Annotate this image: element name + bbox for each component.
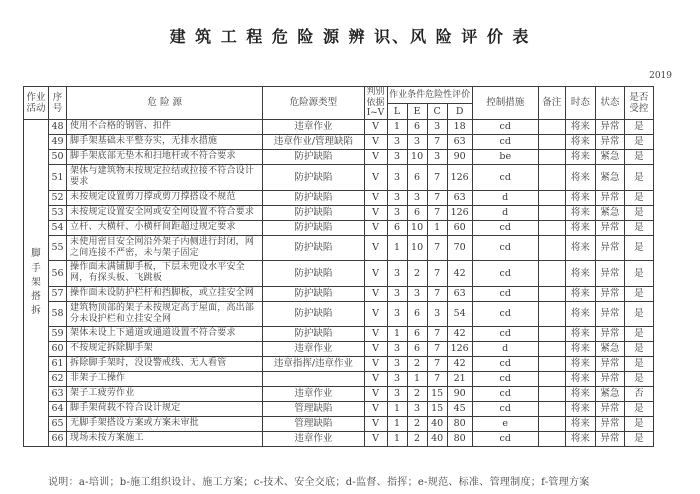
cell-hazard: 脚手架底部无垫木和扫地杆或不符合要求 bbox=[67, 150, 263, 165]
cell-control: d bbox=[472, 205, 538, 220]
cell-type: 防护缺陷 bbox=[263, 286, 364, 301]
cell-c: 7 bbox=[427, 357, 447, 372]
cell-basis: V bbox=[364, 120, 387, 135]
cell-hazard: 无脚手架搭设方案或方案未审批 bbox=[67, 417, 263, 432]
cell-controlled: 否 bbox=[624, 387, 653, 402]
cell-remark bbox=[538, 165, 565, 191]
cell-controlled: 是 bbox=[624, 235, 653, 261]
cell-controlled: 是 bbox=[624, 190, 653, 205]
cell-control: cd bbox=[472, 286, 538, 301]
cell-tense: 将来 bbox=[565, 432, 595, 447]
activity-label: 脚手架搭拆 bbox=[31, 248, 41, 317]
cell-control: cd bbox=[472, 135, 538, 150]
cell-type: 防护缺陷 bbox=[263, 165, 364, 191]
cell-type: 防护缺陷 bbox=[263, 205, 364, 220]
cell-hazard: 脚手架基础未平整夯实，无排水措施 bbox=[67, 135, 263, 150]
cell-hazard: 操作面未设防护栏杆和挡脚板，或立挂安全网 bbox=[67, 286, 263, 301]
cell-e: 3 bbox=[407, 190, 427, 205]
cell-seq: 53 bbox=[49, 205, 67, 220]
cell-basis: V bbox=[364, 286, 387, 301]
cell-state: 异常 bbox=[595, 301, 624, 327]
footnote: 说明：a-培训；b-施工组织设计、施工方案；c-技术、安全交底；d-监督、指挥；e-规范、标准、管理制度；f-管理方案 bbox=[48, 477, 590, 488]
cell-remark bbox=[538, 301, 565, 327]
cell-control: cd bbox=[472, 402, 538, 417]
cell-d: 80 bbox=[447, 417, 472, 432]
cell-remark bbox=[538, 327, 565, 342]
cell-type bbox=[263, 372, 364, 387]
cell-state: 异常 bbox=[595, 190, 624, 205]
cell-basis: V bbox=[364, 205, 387, 220]
cell-basis: V bbox=[364, 220, 387, 235]
cell-seq: 63 bbox=[49, 387, 67, 402]
cell-hazard: 现场未按方案施工 bbox=[67, 432, 263, 447]
cell-seq: 51 bbox=[49, 165, 67, 191]
cell-basis: V bbox=[364, 235, 387, 261]
table-row bbox=[24, 235, 654, 261]
cell-remark bbox=[538, 286, 565, 301]
cell-control: e bbox=[472, 417, 538, 432]
cell-l: 3 bbox=[387, 357, 407, 372]
cell-l: 1 bbox=[387, 327, 407, 342]
cell-basis: V bbox=[364, 327, 387, 342]
table-row bbox=[24, 165, 654, 191]
col-header-control: 控制措施 bbox=[472, 87, 538, 120]
cell-tense: 将来 bbox=[565, 261, 595, 287]
cell-seq: 56 bbox=[49, 261, 67, 287]
cell-basis: V bbox=[364, 190, 387, 205]
col-header-remark: 备注 bbox=[538, 87, 565, 120]
table-header bbox=[24, 87, 654, 120]
cell-seq: 58 bbox=[49, 301, 67, 327]
cell-controlled: 是 bbox=[624, 261, 653, 287]
cell-c: 7 bbox=[427, 261, 447, 287]
cell-e: 2 bbox=[407, 261, 427, 287]
table-row bbox=[24, 120, 654, 135]
cell-l: 3 bbox=[387, 135, 407, 150]
cell-state: 异常 bbox=[595, 357, 624, 372]
cell-tense: 将来 bbox=[565, 357, 595, 372]
cell-state: 异常 bbox=[595, 220, 624, 235]
cell-c: 3 bbox=[427, 301, 447, 327]
cell-tense: 将来 bbox=[565, 417, 595, 432]
cell-l: 1 bbox=[387, 432, 407, 447]
cell-e: 1 bbox=[407, 372, 427, 387]
cell-c: 7 bbox=[427, 342, 447, 357]
cell-c: 3 bbox=[427, 150, 447, 165]
col-header-c: C bbox=[427, 104, 447, 120]
cell-tense: 将来 bbox=[565, 150, 595, 165]
cell-l: 1 bbox=[387, 235, 407, 261]
table-row bbox=[24, 220, 654, 235]
cell-state: 紧急 bbox=[595, 205, 624, 220]
cell-control: cd bbox=[472, 301, 538, 327]
col-header-hazard: 危 险 源 bbox=[67, 87, 263, 120]
cell-c: 7 bbox=[427, 327, 447, 342]
cell-c: 3 bbox=[427, 120, 447, 135]
cell-e: 6 bbox=[407, 301, 427, 327]
cell-remark bbox=[538, 417, 565, 432]
cell-tense: 将来 bbox=[565, 372, 595, 387]
cell-d: 126 bbox=[447, 205, 472, 220]
cell-c: 7 bbox=[427, 135, 447, 150]
cell-basis: V bbox=[364, 135, 387, 150]
cell-l: 3 bbox=[387, 190, 407, 205]
cell-state: 紧急 bbox=[595, 387, 624, 402]
cell-tense: 将来 bbox=[565, 286, 595, 301]
cell-basis: V bbox=[364, 432, 387, 447]
cell-e: 6 bbox=[407, 120, 427, 135]
cell-state: 紧急 bbox=[595, 165, 624, 191]
cell-e: 3 bbox=[407, 402, 427, 417]
cell-basis: V bbox=[364, 261, 387, 287]
activity-cell bbox=[24, 120, 49, 447]
cell-seq: 62 bbox=[49, 372, 67, 387]
cell-l: 6 bbox=[387, 220, 407, 235]
cell-control: be bbox=[472, 150, 538, 165]
cell-c: 7 bbox=[427, 205, 447, 220]
cell-e: 6 bbox=[407, 327, 427, 342]
cell-e: 2 bbox=[407, 387, 427, 402]
table-row bbox=[24, 402, 654, 417]
cell-type: 防护缺陷 bbox=[263, 190, 364, 205]
cell-c: 40 bbox=[427, 432, 447, 447]
cell-control: cd bbox=[472, 372, 538, 387]
cell-l: 3 bbox=[387, 301, 407, 327]
cell-tense: 将来 bbox=[565, 402, 595, 417]
cell-controlled: 是 bbox=[624, 357, 653, 372]
table-row bbox=[24, 286, 654, 301]
cell-controlled: 是 bbox=[624, 301, 653, 327]
cell-basis: V bbox=[364, 150, 387, 165]
table-row bbox=[24, 342, 654, 357]
cell-remark bbox=[538, 220, 565, 235]
cell-type: 违章作业 bbox=[263, 120, 364, 135]
cell-hazard: 架子工疲劳作业 bbox=[67, 387, 263, 402]
document-page bbox=[0, 24, 700, 494]
cell-seq: 57 bbox=[49, 286, 67, 301]
cell-hazard: 未使用密目安全网沿外架子内侧进行封闭，网之间连接不严密，未与架子固定 bbox=[67, 235, 263, 261]
cell-l: 3 bbox=[387, 150, 407, 165]
cell-c: 1 bbox=[427, 220, 447, 235]
cell-controlled: 是 bbox=[624, 402, 653, 417]
cell-tense: 将来 bbox=[565, 387, 595, 402]
cell-tense: 将来 bbox=[565, 235, 595, 261]
cell-e: 3 bbox=[407, 135, 427, 150]
cell-remark bbox=[538, 135, 565, 150]
cell-type: 防护缺陷 bbox=[263, 150, 364, 165]
table-row bbox=[24, 261, 654, 287]
cell-remark bbox=[538, 190, 565, 205]
cell-d: 80 bbox=[447, 432, 472, 447]
cell-state: 异常 bbox=[595, 261, 624, 287]
cell-remark bbox=[538, 235, 565, 261]
cell-control: cd bbox=[472, 235, 538, 261]
table-row bbox=[24, 372, 654, 387]
cell-c: 7 bbox=[427, 190, 447, 205]
cell-c: 7 bbox=[427, 165, 447, 191]
cell-basis: V bbox=[364, 372, 387, 387]
cell-controlled: 是 bbox=[624, 165, 653, 191]
cell-remark bbox=[538, 205, 565, 220]
cell-remark bbox=[538, 150, 565, 165]
cell-e: 2 bbox=[407, 432, 427, 447]
cell-d: 42 bbox=[447, 327, 472, 342]
cell-d: 63 bbox=[447, 135, 472, 150]
cell-type: 违章作业 bbox=[263, 432, 364, 447]
cell-hazard: 未按规定设置剪刀撑或剪刀撑搭设不规范 bbox=[67, 190, 263, 205]
cell-state: 异常 bbox=[595, 135, 624, 150]
cell-c: 7 bbox=[427, 372, 447, 387]
cell-controlled: 是 bbox=[624, 286, 653, 301]
col-header-activity: 作业活动 bbox=[24, 87, 49, 120]
cell-e: 2 bbox=[407, 357, 427, 372]
cell-basis: V bbox=[364, 165, 387, 191]
table-row bbox=[24, 135, 654, 150]
table-row bbox=[24, 357, 654, 372]
cell-basis: V bbox=[364, 387, 387, 402]
cell-state: 异常 bbox=[595, 120, 624, 135]
cell-control: cd bbox=[472, 387, 538, 402]
cell-controlled: 是 bbox=[624, 150, 653, 165]
cell-l: 3 bbox=[387, 205, 407, 220]
cell-d: 90 bbox=[447, 387, 472, 402]
cell-l: 3 bbox=[387, 372, 407, 387]
col-header-basis: 判别依据I~V bbox=[364, 87, 387, 120]
table-row bbox=[24, 417, 654, 432]
cell-state: 异常 bbox=[595, 402, 624, 417]
cell-control: d bbox=[472, 190, 538, 205]
cell-hazard: 非架子工操作 bbox=[67, 372, 263, 387]
table-row bbox=[24, 150, 654, 165]
col-header-l: L bbox=[387, 104, 407, 120]
col-header-e: E bbox=[407, 104, 427, 120]
col-header-seq: 序号 bbox=[49, 87, 67, 120]
cell-type: 防护缺陷 bbox=[263, 301, 364, 327]
page-title: 建 筑 工 程 危 险 源 辨 识、风 险 评 价 表 bbox=[169, 27, 531, 46]
cell-type: 违章指挥/违章作业 bbox=[263, 357, 364, 372]
cell-seq: 59 bbox=[49, 327, 67, 342]
col-header-state: 状态 bbox=[595, 87, 624, 120]
cell-hazard: 脚手架荷载不符合设计规定 bbox=[67, 402, 263, 417]
cell-state: 紧急 bbox=[595, 150, 624, 165]
cell-type: 管理缺陷 bbox=[263, 402, 364, 417]
cell-d: 63 bbox=[447, 286, 472, 301]
cell-seq: 60 bbox=[49, 342, 67, 357]
col-header-tense: 时态 bbox=[565, 87, 595, 120]
cell-controlled: 是 bbox=[624, 432, 653, 447]
cell-remark bbox=[538, 432, 565, 447]
cell-tense: 将来 bbox=[565, 327, 595, 342]
cell-hazard: 建筑物顶部的架子未按规定高于屋面，高出部分未设护栏和立挂安全网 bbox=[67, 301, 263, 327]
table-row bbox=[24, 301, 654, 327]
cell-l: 1 bbox=[387, 417, 407, 432]
cell-controlled: 是 bbox=[624, 417, 653, 432]
cell-c: 40 bbox=[427, 417, 447, 432]
cell-d: 21 bbox=[447, 372, 472, 387]
cell-basis: V bbox=[364, 402, 387, 417]
cell-type: 违章作业 bbox=[263, 387, 364, 402]
cell-controlled: 是 bbox=[624, 135, 653, 150]
cell-c: 7 bbox=[427, 286, 447, 301]
cell-remark bbox=[538, 261, 565, 287]
cell-tense: 将来 bbox=[565, 301, 595, 327]
cell-controlled: 是 bbox=[624, 372, 653, 387]
cell-c: 15 bbox=[427, 402, 447, 417]
cell-d: 54 bbox=[447, 301, 472, 327]
cell-basis: V bbox=[364, 342, 387, 357]
cell-hazard: 不按规定拆除脚手架 bbox=[67, 342, 263, 357]
cell-e: 10 bbox=[407, 220, 427, 235]
cell-type: 防护缺陷 bbox=[263, 327, 364, 342]
cell-l: 1 bbox=[387, 402, 407, 417]
cell-seq: 54 bbox=[49, 220, 67, 235]
cell-seq: 65 bbox=[49, 417, 67, 432]
cell-d: 42 bbox=[447, 261, 472, 287]
table-body bbox=[24, 120, 654, 447]
cell-e: 10 bbox=[407, 235, 427, 261]
cell-controlled: 是 bbox=[624, 327, 653, 342]
cell-type: 违章作业 bbox=[263, 342, 364, 357]
table-row bbox=[24, 387, 654, 402]
cell-tense: 将来 bbox=[565, 342, 595, 357]
cell-seq: 50 bbox=[49, 150, 67, 165]
col-header-lecd-group: 作业条件危险性评价 bbox=[387, 87, 472, 104]
cell-seq: 55 bbox=[49, 235, 67, 261]
cell-l: 3 bbox=[387, 342, 407, 357]
cell-hazard: 架体未设上下通道或通道设置不符合要求 bbox=[67, 327, 263, 342]
cell-type: 违章作业/管理缺陷 bbox=[263, 135, 364, 150]
table-row bbox=[24, 432, 654, 447]
cell-state: 异常 bbox=[595, 235, 624, 261]
cell-d: 60 bbox=[447, 220, 472, 235]
year-note: 2019 bbox=[649, 71, 672, 81]
table-row bbox=[24, 190, 654, 205]
cell-tense: 将来 bbox=[565, 135, 595, 150]
cell-seq: 49 bbox=[49, 135, 67, 150]
col-header-type: 危险源类型 bbox=[263, 87, 364, 120]
cell-control: cd bbox=[472, 165, 538, 191]
col-header-controlled: 是否受控 bbox=[624, 87, 653, 120]
cell-type: 管理缺陷 bbox=[263, 417, 364, 432]
cell-hazard: 拆除脚手架时，没设警戒线、无人看管 bbox=[67, 357, 263, 372]
cell-state: 异常 bbox=[595, 417, 624, 432]
cell-state: 异常 bbox=[595, 432, 624, 447]
cell-type: 防护缺陷 bbox=[263, 235, 364, 261]
cell-controlled: 是 bbox=[624, 205, 653, 220]
cell-hazard: 操作面未满铺脚手板，下层未兜设水平安全网，有探头板、飞跳板 bbox=[67, 261, 263, 287]
cell-basis: V bbox=[364, 301, 387, 327]
cell-l: 1 bbox=[387, 120, 407, 135]
cell-remark bbox=[538, 372, 565, 387]
cell-seq: 48 bbox=[49, 120, 67, 135]
cell-basis: V bbox=[364, 357, 387, 372]
cell-remark bbox=[538, 357, 565, 372]
cell-e: 10 bbox=[407, 150, 427, 165]
cell-c: 7 bbox=[427, 235, 447, 261]
cell-d: 70 bbox=[447, 235, 472, 261]
cell-tense: 将来 bbox=[565, 205, 595, 220]
cell-d: 90 bbox=[447, 150, 472, 165]
cell-seq: 66 bbox=[49, 432, 67, 447]
cell-tense: 将来 bbox=[565, 120, 595, 135]
cell-hazard: 架体与建筑物未按规定拉结或拉接不符合设计要求 bbox=[67, 165, 263, 191]
cell-e: 6 bbox=[407, 205, 427, 220]
cell-control: cd bbox=[472, 261, 538, 287]
cell-remark bbox=[538, 342, 565, 357]
cell-hazard: 未按规定设置安全网或安全网设置不符合要求 bbox=[67, 205, 263, 220]
cell-control: cd bbox=[472, 327, 538, 342]
cell-state: 异常 bbox=[595, 286, 624, 301]
risk-evaluation-table bbox=[23, 86, 654, 447]
cell-type: 防护缺陷 bbox=[263, 261, 364, 287]
cell-l: 3 bbox=[387, 165, 407, 191]
cell-hazard: 使用不合格的钢管、扣件 bbox=[67, 120, 263, 135]
cell-d: 42 bbox=[447, 357, 472, 372]
cell-state: 异常 bbox=[595, 372, 624, 387]
cell-state: 紧急 bbox=[595, 342, 624, 357]
cell-e: 6 bbox=[407, 342, 427, 357]
cell-d: 126 bbox=[447, 342, 472, 357]
cell-e: 3 bbox=[407, 286, 427, 301]
col-header-d: D bbox=[447, 104, 472, 120]
cell-d: 45 bbox=[447, 402, 472, 417]
cell-controlled: 是 bbox=[624, 342, 653, 357]
cell-d: 126 bbox=[447, 165, 472, 191]
cell-control: cd bbox=[472, 357, 538, 372]
cell-tense: 将来 bbox=[565, 220, 595, 235]
cell-seq: 52 bbox=[49, 190, 67, 205]
cell-control: cd bbox=[472, 432, 538, 447]
table-row bbox=[24, 327, 654, 342]
cell-e: 2 bbox=[407, 417, 427, 432]
cell-remark bbox=[538, 120, 565, 135]
cell-type: 防护缺陷 bbox=[263, 220, 364, 235]
cell-basis: V bbox=[364, 417, 387, 432]
cell-tense: 将来 bbox=[565, 190, 595, 205]
cell-c: 15 bbox=[427, 387, 447, 402]
cell-l: 3 bbox=[387, 286, 407, 301]
cell-l: 3 bbox=[387, 261, 407, 287]
table-row bbox=[24, 205, 654, 220]
cell-control: cd bbox=[472, 220, 538, 235]
cell-controlled: 是 bbox=[624, 220, 653, 235]
cell-controlled: 是 bbox=[624, 120, 653, 135]
cell-seq: 61 bbox=[49, 357, 67, 372]
cell-control: d bbox=[472, 342, 538, 357]
cell-d: 18 bbox=[447, 120, 472, 135]
cell-tense: 将来 bbox=[565, 165, 595, 191]
cell-seq: 64 bbox=[49, 402, 67, 417]
cell-remark bbox=[538, 387, 565, 402]
cell-control: cd bbox=[472, 120, 538, 135]
cell-remark bbox=[538, 402, 565, 417]
cell-hazard: 立杆、大横杆、小横杆间距超过规定要求 bbox=[67, 220, 263, 235]
cell-e: 6 bbox=[407, 165, 427, 191]
cell-state: 异常 bbox=[595, 327, 624, 342]
cell-d: 63 bbox=[447, 190, 472, 205]
cell-l: 3 bbox=[387, 387, 407, 402]
